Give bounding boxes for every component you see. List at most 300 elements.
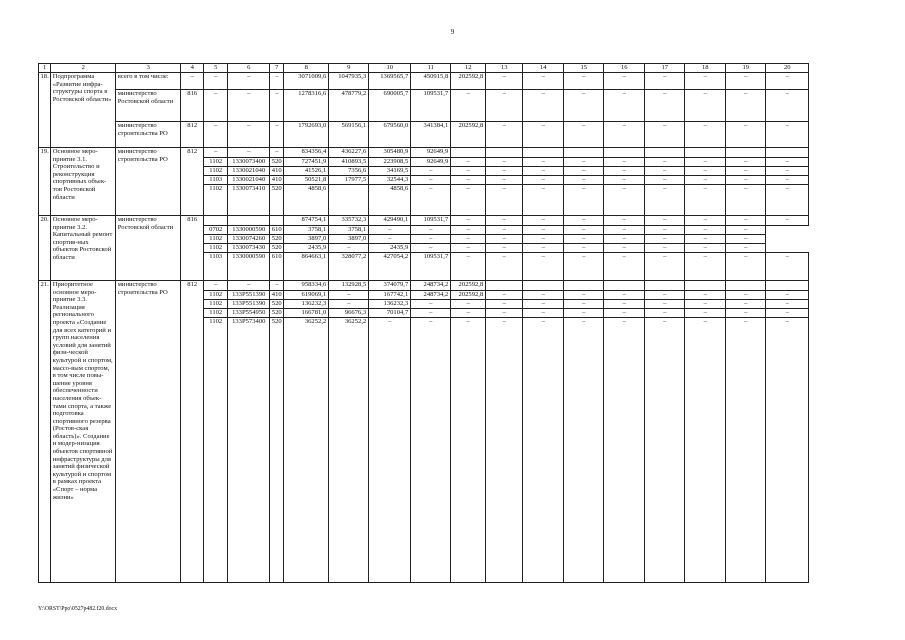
value-cell: – (604, 244, 645, 253)
value-cell: – (564, 300, 604, 309)
value-cell: – (523, 244, 564, 253)
value-cell: – (726, 235, 766, 244)
page-number: 9 (450, 28, 455, 36)
value-cell (523, 148, 564, 158)
value-cell: – (726, 167, 766, 176)
value-cell: – (726, 73, 766, 90)
value-cell (486, 148, 523, 158)
table-row (39, 216, 809, 226)
value-cell: – (329, 300, 369, 309)
executor: министерство Ростовской области (116, 90, 181, 122)
value-cell: – (685, 235, 726, 244)
value-cell: – (726, 226, 766, 235)
value-cell: – (523, 253, 564, 281)
value-cell: – (766, 216, 809, 226)
value-cell: 3758,1 (329, 226, 369, 235)
value-cell: 341384,1 (411, 122, 451, 148)
value-cell: – (645, 291, 685, 300)
rzpr-code: 1102 (204, 244, 228, 253)
value-cell (604, 148, 645, 158)
header-cell: 1 (39, 64, 51, 73)
value-cell: 1369565,7 (369, 73, 411, 90)
csr-code: 1330021040 (228, 167, 270, 176)
value-cell: – (604, 90, 645, 122)
value-cell: 4858,6 (284, 185, 329, 216)
program-title: Основное меро-приятие 3.1. Строительство и реконструкция спортивных объек-тов Ростовской области (51, 148, 116, 216)
value-cell: – (645, 158, 685, 167)
value-cell: – (726, 291, 766, 300)
value-cell: – (486, 291, 523, 300)
header-cell: 9 (329, 64, 369, 73)
value-cell: – (411, 176, 451, 185)
grbs-code: 812 (181, 281, 204, 583)
row-number: 21. (39, 281, 51, 583)
value-cell: – (564, 235, 604, 244)
grbs-code: 816 (181, 216, 204, 281)
grbs-code: 812 (181, 122, 204, 148)
value-cell: – (486, 226, 523, 235)
value-cell: 166781,0 (284, 309, 329, 318)
value-cell: – (766, 122, 809, 148)
value-cell: – (604, 185, 645, 216)
value-cell: – (645, 309, 685, 318)
csr-code: 1330021040 (228, 176, 270, 185)
value-cell: 7356,6 (329, 167, 369, 176)
rzpr-code: 1102 (204, 235, 228, 244)
value-cell: 17977,5 (329, 176, 369, 185)
value-cell: 427054,2 (369, 253, 411, 281)
executor: министерство строительства РО (116, 148, 181, 216)
value-cell: – (451, 216, 486, 226)
value-cell: – (564, 216, 604, 226)
value-cell: 248734,2 (411, 281, 451, 291)
value-cell (645, 281, 685, 291)
grbs-code: 812 (181, 148, 204, 216)
value-cell: 223908,5 (369, 158, 411, 167)
csr-code (228, 216, 270, 226)
value-cell: – (645, 216, 685, 226)
value-cell: 874754,1 (284, 216, 329, 226)
csr-code: – (228, 148, 270, 158)
csr-code: 1330000590 (228, 253, 270, 281)
value-cell: 32544,3 (369, 176, 411, 185)
value-cell: – (766, 300, 809, 309)
value-cell (564, 148, 604, 158)
value-cell (523, 281, 564, 291)
value-cell (726, 281, 766, 291)
value-cell: 3897,0 (329, 235, 369, 244)
value-cell: 202592,8 (451, 73, 486, 90)
value-cell: – (766, 185, 809, 216)
vr-code: – (270, 148, 284, 158)
value-cell: – (726, 122, 766, 148)
value-cell: 328077,2 (329, 253, 369, 281)
value-cell: – (685, 244, 726, 253)
value-cell: 3758,1 (284, 226, 329, 235)
value-cell: – (411, 309, 451, 318)
value-cell (726, 148, 766, 158)
value-cell: – (726, 158, 766, 167)
value-cell: – (451, 90, 486, 122)
value-cell: 202592,8 (451, 281, 486, 291)
value-cell: – (645, 73, 685, 90)
value-cell: 202592,8 (451, 291, 486, 300)
value-cell: 436227,6 (329, 148, 369, 158)
value-cell: 305480,9 (369, 148, 411, 158)
csr-code: – (228, 90, 270, 122)
header-cell: 20 (766, 64, 809, 73)
executor: всего в том числе: (116, 73, 181, 90)
vr-code (270, 216, 284, 226)
value-cell: – (486, 253, 523, 281)
value-cell: – (685, 216, 726, 226)
value-cell: – (564, 318, 604, 583)
vr-code: 410 (270, 176, 284, 185)
value-cell: – (604, 291, 645, 300)
header-cell: 5 (204, 64, 228, 73)
value-cell: – (766, 176, 809, 185)
header-cell: 4 (181, 64, 204, 73)
value-cell: – (685, 176, 726, 185)
vr-code: 520 (270, 318, 284, 583)
value-cell: – (604, 167, 645, 176)
csr-code: – (228, 122, 270, 148)
value-cell: – (451, 309, 486, 318)
value-cell: 41526,1 (284, 167, 329, 176)
value-cell: – (329, 291, 369, 300)
value-cell: – (523, 235, 564, 244)
value-cell: – (564, 158, 604, 167)
value-cell: – (685, 158, 726, 167)
value-cell: – (685, 318, 726, 583)
vr-code: – (270, 281, 284, 291)
value-cell: – (486, 122, 523, 148)
value-cell (604, 281, 645, 291)
executor: министерство Ростовской области (116, 216, 181, 281)
value-cell: – (451, 253, 486, 281)
value-cell: – (523, 90, 564, 122)
value-cell: – (645, 176, 685, 185)
rzpr-code: 1102 (204, 291, 228, 300)
value-cell: – (564, 291, 604, 300)
value-cell: 727451,9 (284, 158, 329, 167)
value-cell: 690005,7 (369, 90, 411, 122)
csr-code: 133P551390 (228, 291, 270, 300)
header-cell: 13 (486, 64, 523, 73)
file-path-footer: Y:\ORST\Ppo\0527p482.f20.docx (38, 606, 118, 612)
value-cell: – (685, 309, 726, 318)
vr-code: 520 (270, 158, 284, 167)
value-cell: – (604, 253, 645, 281)
value-cell: – (486, 235, 523, 244)
value-cell: 569156,1 (329, 122, 369, 148)
value-cell: – (451, 235, 486, 244)
vr-code: 410 (270, 167, 284, 176)
value-cell: 2435,9 (369, 244, 411, 253)
value-cell: – (523, 158, 564, 167)
value-cell (685, 281, 726, 291)
table-row (39, 148, 809, 158)
value-cell: – (411, 318, 451, 583)
rzpr-code: 1102 (204, 167, 228, 176)
value-cell: 92649,9 (411, 148, 451, 158)
value-cell: – (645, 244, 685, 253)
vr-code: 520 (270, 309, 284, 318)
value-cell: 864663,1 (284, 253, 329, 281)
value-cell: – (766, 309, 809, 318)
vr-code: 520 (270, 244, 284, 253)
value-cell: – (523, 167, 564, 176)
value-cell: – (486, 244, 523, 253)
value-cell: – (766, 291, 809, 300)
value-cell: – (486, 185, 523, 216)
value-cell: – (564, 73, 604, 90)
value-cell: – (685, 90, 726, 122)
value-cell: – (645, 300, 685, 309)
row-number: 19. (39, 148, 51, 216)
vr-code: 520 (270, 235, 284, 244)
value-cell: – (645, 167, 685, 176)
value-cell: 109531,7 (411, 216, 451, 226)
value-cell: – (685, 300, 726, 309)
value-cell: – (766, 167, 809, 176)
value-cell: – (486, 300, 523, 309)
value-cell: – (645, 235, 685, 244)
value-cell: 132928,5 (329, 281, 369, 291)
header-cell: 6 (228, 64, 270, 73)
value-cell: – (451, 244, 486, 253)
program-title: Приоритетное основное меро-приятие 3.3. Реализация регионального проекта «Создание для всех категорий и групп населения условий для занятий физи-ческой культурой и спортом, массо-вым спортом, в том числе повы-шение уровня обеспеченности населения объек-тами спорта, а также подготовка спортивного резерва (Ростов-ская область)». Создание и модер-низация объектов спортивной инфраструктуры для занятий физической культурой и спортом в рамках проекта «Спорт – норма жизни» (51, 281, 116, 583)
table-row (39, 122, 809, 148)
value-cell: – (726, 90, 766, 122)
rzpr-code: – (204, 122, 228, 148)
value-cell: 374079,7 (369, 281, 411, 291)
value-cell: – (486, 176, 523, 185)
value-cell (451, 148, 486, 158)
value-cell: – (645, 90, 685, 122)
value-cell: 36252,2 (329, 318, 369, 583)
header-cell: 15 (564, 64, 604, 73)
value-cell: – (685, 291, 726, 300)
value-cell: – (645, 226, 685, 235)
vr-code: 610 (270, 253, 284, 281)
value-cell: – (523, 185, 564, 216)
value-cell: – (564, 226, 604, 235)
value-cell: 429490,1 (369, 216, 411, 226)
value-cell: – (451, 318, 486, 583)
value-cell: – (645, 253, 685, 281)
value-cell: – (726, 185, 766, 216)
rzpr-code (204, 216, 228, 226)
header-cell: 11 (411, 64, 451, 73)
value-cell: – (411, 235, 451, 244)
rzpr-code: 1103 (204, 253, 228, 281)
value-cell: – (766, 158, 809, 167)
value-cell: – (766, 253, 809, 281)
value-cell: – (523, 73, 564, 90)
vr-code: – (270, 122, 284, 148)
csr-code: – (228, 281, 270, 291)
value-cell: – (564, 122, 604, 148)
value-cell (685, 148, 726, 158)
rzpr-code: 1103 (204, 176, 228, 185)
value-cell: – (564, 244, 604, 253)
value-cell: 136232,3 (284, 300, 329, 309)
grbs-code: 816 (181, 90, 204, 122)
value-cell: – (604, 235, 645, 244)
value-cell: – (329, 244, 369, 253)
csr-code: 1330073400 (228, 158, 270, 167)
value-cell: – (645, 318, 685, 583)
value-cell: – (523, 122, 564, 148)
value-cell: – (486, 309, 523, 318)
value-cell: 36252,2 (284, 318, 329, 583)
value-cell: – (486, 318, 523, 583)
value-cell: 1278316,6 (284, 90, 329, 122)
value-cell: – (726, 244, 766, 253)
program-title: Подпрограмма «Развитие инфра-структуры спорта в Ростовской области» (51, 73, 116, 148)
value-cell: 167742,1 (369, 291, 411, 300)
value-cell: – (411, 226, 451, 235)
value-cell: 3897,0 (284, 235, 329, 244)
value-cell: – (685, 167, 726, 176)
value-cell: 50521,8 (284, 176, 329, 185)
value-cell: – (564, 90, 604, 122)
value-cell: – (604, 226, 645, 235)
value-cell: – (726, 216, 766, 226)
value-cell: – (604, 216, 645, 226)
value-cell: – (564, 167, 604, 176)
value-cell: 679560,0 (369, 122, 411, 148)
csr-code: 133P573400 (228, 318, 270, 583)
value-cell: 70104,7 (369, 309, 411, 318)
header-cell: 8 (284, 64, 329, 73)
value-cell: – (564, 253, 604, 281)
value-cell: – (726, 318, 766, 583)
value-cell: – (451, 176, 486, 185)
header-row (39, 64, 809, 73)
value-cell: 619069,1 (284, 291, 329, 300)
rzpr-code: 1102 (204, 300, 228, 309)
value-cell: – (604, 309, 645, 318)
value-cell: – (726, 253, 766, 281)
header-cell: 12 (451, 64, 486, 73)
value-cell: 202592,8 (451, 122, 486, 148)
executor: министерство строительства РО (116, 122, 181, 148)
rzpr-code: – (204, 148, 228, 158)
csr-code: 1330074260 (228, 235, 270, 244)
value-cell: 2435,9 (284, 244, 329, 253)
csr-code: 133P551390 (228, 300, 270, 309)
value-cell: 450915,8 (411, 73, 451, 90)
value-cell: – (451, 167, 486, 176)
budget-table (38, 63, 809, 583)
header-cell: 3 (116, 64, 181, 73)
executor: министерство строительства РО (116, 281, 181, 583)
value-cell: – (411, 167, 451, 176)
value-cell: – (523, 300, 564, 309)
vr-code: 410 (270, 291, 284, 300)
row-number: 20. (39, 216, 51, 281)
value-cell: – (451, 226, 486, 235)
value-cell: 109531,7 (411, 90, 451, 122)
vr-code: – (270, 90, 284, 122)
header-cell: 10 (369, 64, 411, 73)
value-cell: – (369, 318, 411, 583)
value-cell: 335732,3 (329, 216, 369, 226)
value-cell: – (369, 235, 411, 244)
vr-code: 520 (270, 300, 284, 309)
value-cell: 96676,3 (329, 309, 369, 318)
value-cell: – (411, 244, 451, 253)
value-cell: – (645, 122, 685, 148)
value-cell: – (604, 176, 645, 185)
value-cell (766, 281, 809, 291)
value-cell: 3071009,6 (284, 73, 329, 90)
rzpr-code: – (204, 90, 228, 122)
value-cell: – (411, 300, 451, 309)
value-cell: – (564, 309, 604, 318)
value-cell: – (564, 176, 604, 185)
value-cell: – (685, 185, 726, 216)
value-cell: – (645, 185, 685, 216)
vr-code: – (270, 73, 284, 90)
value-cell: 109531,7 (411, 253, 451, 281)
value-cell: – (451, 300, 486, 309)
value-cell: – (726, 176, 766, 185)
header-cell: 17 (645, 64, 685, 73)
header-cell: 16 (604, 64, 645, 73)
value-cell: – (486, 158, 523, 167)
value-cell: – (604, 158, 645, 167)
value-cell: – (486, 73, 523, 90)
rzpr-code: 0702 (204, 226, 228, 235)
value-cell: – (486, 90, 523, 122)
value-cell: – (411, 185, 451, 216)
value-cell (329, 185, 369, 216)
value-cell: 248734,2 (411, 291, 451, 300)
value-cell: – (685, 122, 726, 148)
value-cell: – (604, 318, 645, 583)
header-cell: 2 (51, 64, 116, 73)
value-cell: 410893,5 (329, 158, 369, 167)
value-cell: 92649,9 (411, 158, 451, 167)
header-cell: 7 (270, 64, 284, 73)
value-cell (766, 148, 809, 158)
value-cell: – (726, 300, 766, 309)
vr-code: 610 (270, 226, 284, 235)
value-cell (564, 281, 604, 291)
value-cell: – (451, 158, 486, 167)
header-cell: 18 (685, 64, 726, 73)
table-row (39, 281, 809, 291)
value-cell: – (523, 226, 564, 235)
rzpr-code: 1102 (204, 158, 228, 167)
value-cell: – (523, 291, 564, 300)
rzpr-code: 1102 (204, 309, 228, 318)
value-cell: 34169,5 (369, 167, 411, 176)
value-cell: – (451, 185, 486, 216)
vr-code: 520 (270, 185, 284, 216)
value-cell: – (685, 73, 726, 90)
value-cell (645, 148, 685, 158)
csr-code: 133P554950 (228, 309, 270, 318)
table-row (39, 90, 809, 122)
value-cell: – (604, 122, 645, 148)
csr-code: 1330073410 (228, 185, 270, 216)
value-cell: 1047935,3 (329, 73, 369, 90)
value-cell: – (604, 73, 645, 90)
